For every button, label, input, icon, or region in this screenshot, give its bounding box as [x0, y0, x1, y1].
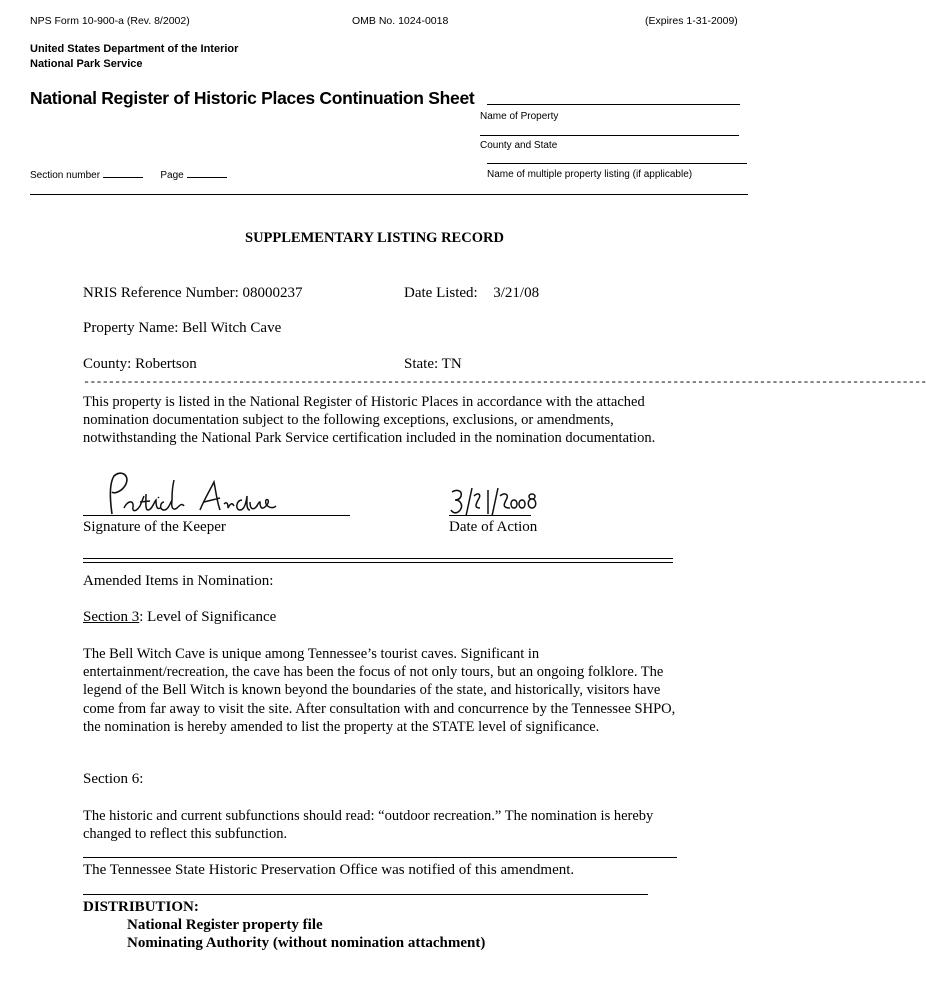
dashed-separator: ----------------------------------------------------------------------------------------------------------------------------------------	[83, 375, 926, 389]
section-number-field	[30, 170, 227, 181]
distribution-item: Nominating Authority (without nomination attachment)	[127, 935, 486, 951]
notification-rule-bottom	[83, 894, 648, 895]
action-date-handwritten-image	[448, 486, 538, 518]
page-label: Page	[160, 170, 184, 181]
date-listed	[404, 285, 539, 302]
section-3-text: The Bell Witch Cave is unique among Tennessee’s tourist caves. Significant in entertainment/recreation, the cave has been the focus of not only tours, but an ongoing folklore. The legend of the Bell Witch is known beyond the boundaries of the state, and historically, visitors have come from far away to visit the site. After consultation with and concurrence by the Tennessee SHPO, the nomination is hereby amended to list the property at the STATE level of significance.	[83, 646, 676, 735]
notification-rule-top	[83, 857, 677, 858]
signature-label: Signature of the Keeper	[83, 519, 226, 535]
record-heading: SUPPLEMENTARY LISTING RECORD	[245, 230, 504, 246]
double-rule-top	[83, 558, 673, 559]
multiple-listing-line	[487, 163, 747, 164]
keeper-signature-image	[100, 470, 280, 520]
listing-statement: This property is listed in the National Register of Historic Places in accordance with the attached nomination documentation subject to the following exceptions, exclusions, or amendments, notwithstanding the National Park Service certification included in the nomination documentation.	[83, 394, 656, 447]
section-6-text: The historic and current subfunctions should read: “outdoor recreation.” The nomination is hereby changed to reflect this subfunction.	[83, 808, 654, 843]
double-rule-bottom	[83, 562, 673, 563]
department-name: United States Department of the Interior	[30, 43, 239, 55]
state-label: State:	[404, 356, 439, 372]
state-value: TN	[441, 356, 462, 372]
section-3-heading	[83, 609, 276, 626]
nris-value: 08000237	[242, 285, 303, 301]
multiple-listing-label: Name of multiple property listing (if applicable)	[487, 169, 693, 180]
state	[404, 356, 462, 373]
agency-name: National Park Service	[30, 58, 143, 70]
section-number-label: Section number	[30, 170, 101, 181]
nris-label: NRIS Reference Number:	[83, 285, 239, 301]
section-6-heading: Section 6:	[83, 771, 144, 787]
section-number-blank	[103, 177, 143, 178]
expiration-date: (Expires 1-31-2009)	[645, 15, 738, 27]
section-3-subtitle: : Level of Significance	[139, 609, 277, 625]
action-date-line	[449, 515, 531, 516]
date-listed-value: 3/21/08	[493, 285, 540, 301]
property-name	[83, 320, 281, 337]
county	[83, 356, 197, 373]
form-number: NPS Form 10-900-a (Rev. 8/2002)	[30, 15, 190, 27]
county-value: Robertson	[135, 356, 197, 372]
sheet-title: National Register of Historic Places Continuation Sheet	[30, 88, 475, 108]
property-label: Property Name:	[83, 320, 179, 336]
date-listed-label: Date Listed:	[404, 285, 478, 301]
name-of-property-label: Name of Property	[480, 111, 559, 122]
distribution-heading: DISTRIBUTION:	[83, 899, 199, 915]
county-state-label: County and State	[480, 140, 558, 151]
header-rule	[30, 194, 748, 195]
nris-reference	[83, 285, 303, 302]
section-3-title: Section 3	[83, 609, 140, 625]
name-of-property-line	[487, 104, 740, 105]
action-date-label: Date of Action	[449, 519, 538, 535]
shpo-notification: The Tennessee State Historic Preservation Office was notified of this amendment.	[83, 862, 575, 878]
property-value: Bell Witch Cave	[182, 320, 282, 336]
amended-items-heading: Amended Items in Nomination:	[83, 573, 274, 589]
signature-line	[83, 515, 350, 516]
page-blank	[187, 177, 227, 178]
county-state-line	[480, 135, 739, 136]
distribution-item: National Register property file	[127, 917, 323, 933]
county-label: County:	[83, 356, 132, 372]
omb-number: OMB No. 1024-0018	[352, 15, 449, 27]
